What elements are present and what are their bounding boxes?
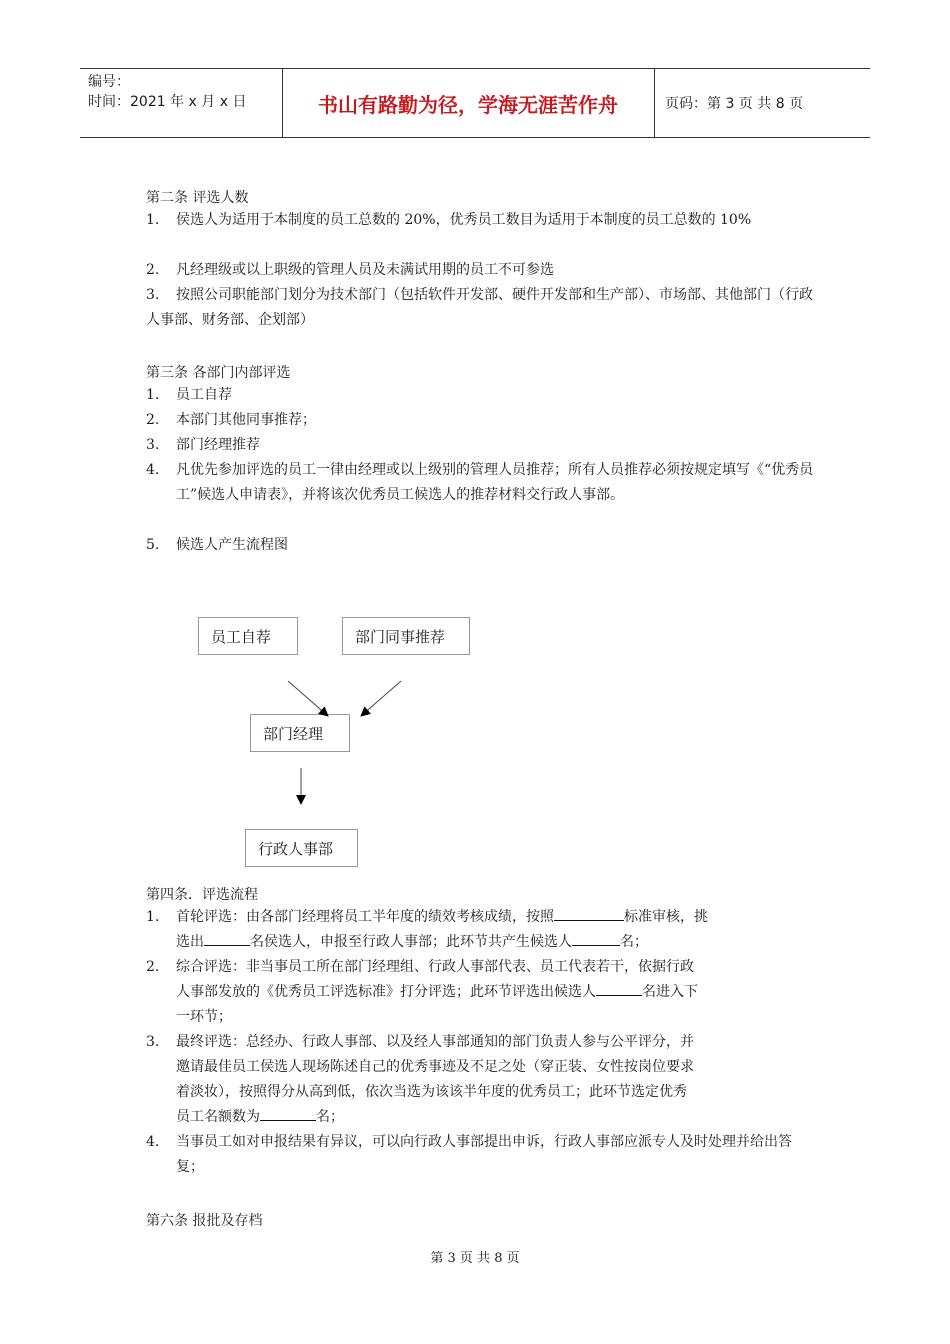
header-page-info: 页码：第 3 页 共 8 页 (665, 96, 804, 112)
item-number: 1. (146, 212, 160, 228)
flow-box-self-recommend: 员工自荐 (198, 617, 298, 655)
item-text: 部门经理推荐 (176, 437, 260, 453)
document-time-label: 时间：2021 年 x 月 x 日 (88, 94, 247, 110)
text-segment: 人事部发放的《优秀员工评选标准》打分评选；此环节评选出候选人 (176, 984, 596, 1000)
flow-box-peer-recommend: 部门同事推荐 (342, 617, 470, 655)
text-segment: 一环节； (176, 1009, 232, 1025)
item-number: 5. (146, 537, 160, 553)
item-number: 2. (146, 412, 160, 428)
item-text-body: 按照公司职能部门划分为技术部门（包括软件开发部、硬件开发部和生产部）、市场部、其他部门（行政人事部、财务部、企划部） (146, 287, 813, 328)
item-text (146, 905, 816, 955)
document-number-label: 编号： (88, 74, 130, 90)
item-text: 凡经理级或以上职级的管理人员及未满试用期的员工不可参选 (176, 262, 554, 278)
text-segment: 名； (620, 934, 648, 950)
text-segment: 名； (316, 1109, 344, 1125)
text-segment: 综合评选：非当事员工所在部门经理组、行政人事部代表、员工代表若干，依据行政 (176, 959, 694, 975)
section-4-title: 第四条．评选流程 (146, 887, 258, 903)
blank-field (572, 931, 620, 946)
item-text: 侯选人为适用于本制度的员工总数的 20%，优秀员工数目为适用于本制度的员工总数的 10% (176, 212, 752, 228)
page-footer: 第 3 页 共 8 页 (430, 1251, 520, 1266)
header-motto: 书山有路勤为径，学海无涯苦作舟 (282, 69, 655, 137)
section-6-title: 第六条 报批及存档 (146, 1213, 263, 1229)
item-text (146, 955, 816, 1030)
text-segment: 着淡妆），按照得分从高到低，依次当选为该该半年度的优秀员工；此环节选定优秀 (176, 1084, 687, 1100)
text-segment: 最终评选：总经办、行政人事部、以及经人事部通知的部门负责人参与公平评分，并 (176, 1034, 694, 1050)
item-text (146, 1030, 816, 1130)
item-number: 4. (146, 462, 160, 478)
item-text: 候选人产生流程图 (176, 537, 288, 553)
item-text: 凡优先参加评选的员工一律由经理或以上级别的管理人员推荐；所有人员推荐必须按规定填写《“优秀员工”候选人申请表》，并将该次优秀员工候选人的推荐材料交行政人事部。 (176, 462, 814, 503)
text-segment: 标准审核，挑 (624, 909, 708, 925)
item-number: 3. (146, 1034, 160, 1050)
section-2-title: 第二条 评选人数 (146, 190, 249, 206)
item-text: 员工自荐 (176, 387, 232, 403)
text-segment: 邀请最佳员工侯选人现场陈述自己的优秀事迹及不足之处（穿正装、女性按岗位要求 (176, 1059, 694, 1075)
list-item (146, 1130, 816, 1180)
item-number: 2. (146, 959, 160, 975)
list-item (146, 955, 816, 1030)
item-number: 4. (146, 1134, 160, 1150)
text-segment: 选出 (176, 934, 204, 950)
list-item (146, 905, 816, 955)
blank-field (260, 1106, 316, 1121)
flow-box-hr-admin: 行政人事部 (245, 829, 358, 867)
item-number: 2. (146, 262, 160, 278)
item-text: 3. 按照公司职能部门划分为技术部门（包括软件开发部、硬件开发部和生产部）、市场部、其他部门（行政人事部、财务部、企划部） (146, 287, 813, 328)
item-number: 1. (146, 387, 160, 403)
item-number: 1. (146, 909, 160, 925)
blank-field (204, 931, 250, 946)
item-number: 3. (146, 437, 160, 453)
blank-field (554, 906, 624, 921)
arrow-peer-to-manager (361, 681, 401, 716)
text-segment: 首轮评选：由各部门经理将员工半年度的绩效考核成绩，按照 (176, 909, 554, 925)
item-text: 当事员工如对申报结果有异议，可以向行政人事部提出申诉，行政人事部应派专人及时处理并给出答复； (176, 1134, 792, 1175)
text-segment: 员工名额数为 (176, 1109, 260, 1125)
list-item (146, 1030, 816, 1130)
item-text: 本部门其他同事推荐； (176, 412, 316, 428)
arrow-self-to-manager (288, 681, 328, 716)
text-segment: 名进入下 (642, 984, 698, 1000)
text-segment: 名侯选人，申报至行政人事部；此环节共产生候选人 (250, 934, 572, 950)
section-3-title: 第三条 各部门内部评选 (146, 365, 291, 381)
blank-field (596, 981, 642, 996)
flow-box-dept-manager: 部门经理 (250, 714, 350, 752)
